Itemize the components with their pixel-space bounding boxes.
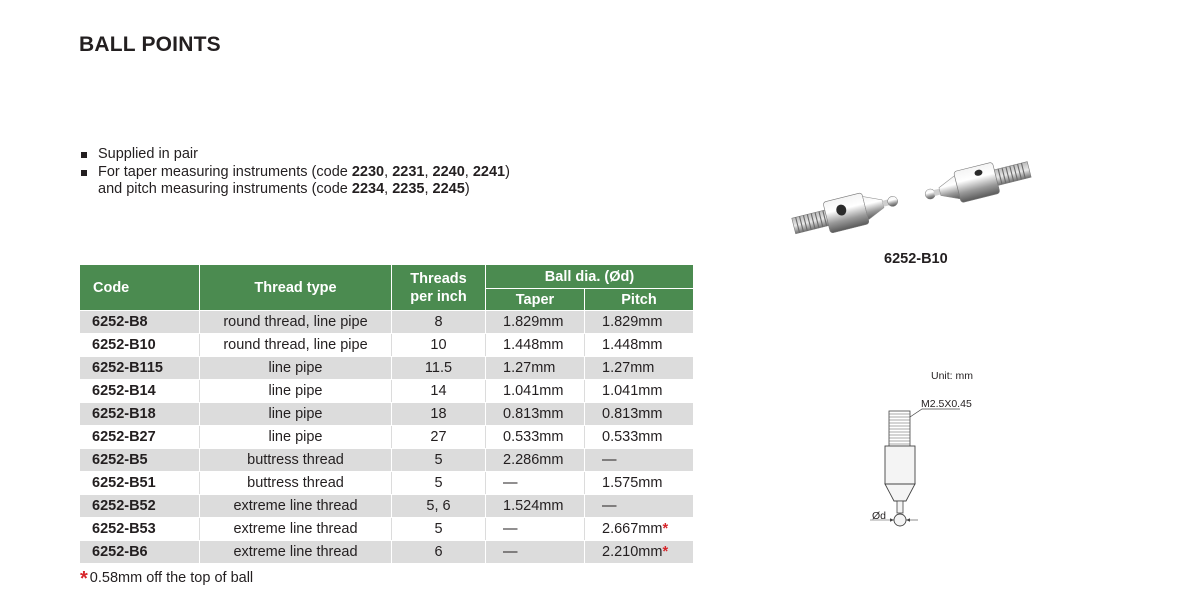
cell-thread-type bbox=[200, 334, 392, 357]
cell-taper bbox=[486, 403, 585, 426]
cell-threads-per-inch-text: 5 bbox=[434, 475, 443, 491]
cell-threads-per-inch-text: 5, 6 bbox=[426, 498, 451, 514]
cell-thread-type bbox=[200, 403, 392, 426]
cell-code-text: 6252-B18 bbox=[92, 406, 156, 422]
cell-pitch-text: 1.448mm bbox=[602, 337, 663, 353]
cell-threads-per-inch bbox=[392, 426, 486, 449]
cell-thread-type bbox=[200, 426, 392, 449]
ball-points-spec-table bbox=[80, 265, 693, 564]
table-row bbox=[80, 403, 693, 426]
cell-code bbox=[80, 357, 200, 380]
cell-code-text: 6252-B115 bbox=[92, 360, 163, 376]
cell-taper-text: 2.286mm bbox=[503, 452, 564, 468]
table-row bbox=[80, 426, 693, 449]
cell-taper-text: 1.448mm bbox=[503, 337, 564, 353]
thread-spec-label: M2.5X0.45 bbox=[921, 398, 972, 410]
cell-thread-type bbox=[200, 541, 392, 564]
cell-code bbox=[80, 472, 200, 495]
table-row bbox=[80, 518, 693, 541]
cell-thread-type-text: extreme line thread bbox=[233, 521, 358, 537]
cell-taper-text: — bbox=[503, 475, 518, 491]
cell-threads-per-inch-text: 10 bbox=[430, 337, 447, 353]
cell-code bbox=[80, 426, 200, 449]
cell-threads-per-inch-text: 11.5 bbox=[424, 360, 453, 376]
cell-pitch-text: 0.533mm bbox=[602, 429, 663, 445]
cell-thread-type bbox=[200, 449, 392, 472]
bullet-item-supplied bbox=[80, 146, 510, 164]
cell-code-text: 6252-B27 bbox=[92, 429, 156, 445]
cell-taper-text: 0.533mm bbox=[503, 429, 564, 445]
cell-thread-type-text: round thread, line pipe bbox=[223, 337, 368, 353]
cell-threads-per-inch-text: 6 bbox=[434, 544, 443, 560]
cell-threads-per-inch bbox=[392, 495, 486, 518]
cell-thread-type bbox=[200, 311, 392, 334]
cell-threads-per-inch-text: 27 bbox=[430, 429, 447, 445]
cell-taper bbox=[486, 472, 585, 495]
instrument-code: 2235 bbox=[392, 181, 425, 197]
code-separator: , bbox=[384, 181, 393, 197]
cell-thread-type-text: extreme line thread bbox=[233, 498, 358, 514]
cell-taper-text: 1.27mm bbox=[503, 360, 556, 376]
feature-bullet-list bbox=[80, 146, 510, 199]
cell-code bbox=[80, 518, 200, 541]
cell-thread-type bbox=[200, 518, 392, 541]
page-title: BALL POINTS bbox=[79, 33, 221, 56]
cell-thread-type-text: buttress thread bbox=[247, 452, 344, 468]
cell-thread-type-text: buttress thread bbox=[247, 475, 344, 491]
bullet-text: ) bbox=[505, 163, 510, 180]
diameter-label: Ød bbox=[872, 510, 887, 522]
header-code: Code bbox=[80, 265, 200, 311]
bullet-text: Supplied in pair bbox=[98, 146, 198, 162]
cell-threads-per-inch bbox=[392, 357, 486, 380]
cell-thread-type-text: round thread, line pipe bbox=[223, 314, 368, 330]
cell-thread-type bbox=[200, 357, 392, 380]
cell-taper-text: — bbox=[503, 521, 518, 537]
cell-taper bbox=[486, 357, 585, 380]
cell-threads-per-inch-text: 5 bbox=[434, 521, 443, 537]
header-threads-line1: Threads bbox=[410, 270, 467, 287]
cell-taper bbox=[486, 495, 585, 518]
cell-code bbox=[80, 449, 200, 472]
cell-taper-text: 0.813mm bbox=[503, 406, 564, 422]
cell-pitch bbox=[585, 541, 694, 564]
cell-threads-per-inch-text: 5 bbox=[434, 452, 443, 468]
cell-threads-per-inch-text: 14 bbox=[430, 383, 447, 399]
cell-thread-type-text: extreme line thread bbox=[233, 544, 358, 560]
instrument-code: 2231 bbox=[392, 163, 425, 180]
bullet-item-instruments bbox=[80, 164, 510, 182]
cell-thread-type bbox=[200, 495, 392, 518]
cell-code-text: 6252-B52 bbox=[92, 498, 156, 514]
instrument-code: 2240 bbox=[432, 163, 465, 180]
cell-pitch-text: 1.041mm bbox=[602, 383, 663, 399]
cell-pitch bbox=[585, 472, 694, 495]
cell-threads-per-inch bbox=[392, 311, 486, 334]
table-row bbox=[80, 449, 693, 472]
cell-thread-type bbox=[200, 472, 392, 495]
header-ball-dia: Ball dia. (Ød) bbox=[486, 265, 694, 289]
bullet-text: ) bbox=[464, 181, 470, 197]
cell-pitch-text: 0.813mm bbox=[602, 406, 663, 422]
cell-taper-text: 1.829mm bbox=[503, 314, 564, 330]
cell-pitch-text: — bbox=[602, 452, 617, 468]
instrument-code: 2241 bbox=[472, 163, 506, 180]
cell-threads-per-inch-text: 18 bbox=[430, 406, 447, 422]
cell-taper bbox=[486, 518, 585, 541]
cell-code bbox=[80, 334, 200, 357]
cell-taper bbox=[486, 380, 585, 403]
photo-caption: 6252-B10 bbox=[884, 251, 948, 267]
cell-threads-per-inch bbox=[392, 449, 486, 472]
cell-pitch-text: 1.575mm bbox=[602, 475, 663, 491]
asterisk-mark: * bbox=[662, 521, 669, 537]
cell-pitch-text: — bbox=[602, 498, 617, 514]
table-row bbox=[80, 380, 693, 403]
cell-taper bbox=[486, 311, 585, 334]
cell-pitch-text: 1.27mm bbox=[602, 360, 655, 376]
cell-pitch bbox=[585, 495, 694, 518]
cell-pitch-text: 2.667mm bbox=[602, 521, 663, 537]
header-threads-per-inch bbox=[392, 265, 486, 311]
table-row bbox=[80, 311, 693, 334]
cell-thread-type bbox=[200, 380, 392, 403]
bullet-text: For taper measuring instruments (code bbox=[98, 163, 352, 180]
cell-pitch bbox=[585, 334, 694, 357]
cell-threads-per-inch bbox=[392, 380, 486, 403]
cell-pitch bbox=[585, 380, 694, 403]
cell-threads-per-inch bbox=[392, 334, 486, 357]
header-thread-type: Thread type bbox=[200, 265, 392, 311]
table-row bbox=[80, 334, 693, 357]
table-row bbox=[80, 357, 693, 380]
unit-label: Unit: mm bbox=[931, 370, 973, 382]
table-body bbox=[80, 311, 693, 564]
cell-code-text: 6252-B53 bbox=[92, 521, 156, 537]
ball-points-product-photo bbox=[780, 140, 1040, 250]
cell-taper-text: 1.041mm bbox=[503, 383, 564, 399]
table-row bbox=[80, 541, 693, 564]
cell-threads-per-inch bbox=[392, 541, 486, 564]
code-separator: , bbox=[424, 181, 433, 197]
cell-pitch bbox=[585, 403, 694, 426]
cell-pitch bbox=[585, 357, 694, 380]
cell-taper bbox=[486, 334, 585, 357]
footnote bbox=[80, 565, 253, 588]
table-header-row bbox=[80, 265, 693, 289]
square-bullet-icon bbox=[81, 170, 87, 176]
instrument-code: 2234 bbox=[351, 181, 385, 197]
cell-code-text: 6252-B8 bbox=[92, 314, 148, 330]
cell-thread-type-text: line pipe bbox=[268, 383, 323, 399]
cell-code bbox=[80, 403, 200, 426]
asterisk-mark: * bbox=[80, 568, 88, 590]
cell-thread-type-text: line pipe bbox=[268, 406, 323, 422]
cell-code bbox=[80, 541, 200, 564]
header-taper: Taper bbox=[486, 289, 585, 311]
square-bullet-icon bbox=[81, 152, 87, 158]
cell-pitch bbox=[585, 449, 694, 472]
table-row bbox=[80, 472, 693, 495]
cell-code-text: 6252-B14 bbox=[92, 383, 156, 399]
bullet-text: and pitch measuring instruments (code bbox=[98, 181, 352, 197]
header-threads-line2: per inch bbox=[410, 288, 467, 305]
cell-pitch bbox=[585, 518, 694, 541]
cell-code-text: 6252-B10 bbox=[92, 337, 156, 353]
cell-thread-type-text: line pipe bbox=[268, 429, 323, 445]
cell-code-text: 6252-B5 bbox=[92, 452, 148, 468]
bullet-item-instruments-continued bbox=[80, 181, 510, 199]
cell-code bbox=[80, 311, 200, 334]
code-separator: , bbox=[384, 163, 393, 180]
cell-code-text: 6252-B6 bbox=[92, 544, 148, 560]
asterisk-mark: * bbox=[662, 544, 669, 560]
instrument-code: 2245 bbox=[432, 181, 465, 197]
cell-code bbox=[80, 380, 200, 403]
cell-threads-per-inch bbox=[392, 403, 486, 426]
footnote-text: 0.58mm off the top of ball bbox=[89, 570, 254, 586]
code-separator: , bbox=[464, 163, 473, 180]
code-separator: , bbox=[424, 163, 433, 180]
ball-point-technical-drawing bbox=[860, 365, 1000, 535]
cell-threads-per-inch bbox=[392, 518, 486, 541]
cell-taper-text: 1.524mm bbox=[503, 498, 564, 514]
cell-pitch-text: 1.829mm bbox=[602, 314, 663, 330]
cell-thread-type-text: line pipe bbox=[268, 360, 323, 376]
cell-code bbox=[80, 495, 200, 518]
header-pitch: Pitch bbox=[585, 289, 694, 311]
cell-pitch bbox=[585, 311, 694, 334]
cell-pitch-text: 2.210mm bbox=[602, 544, 663, 560]
cell-pitch bbox=[585, 426, 694, 449]
cell-threads-per-inch-text: 8 bbox=[434, 314, 443, 330]
instrument-code: 2230 bbox=[351, 163, 385, 180]
cell-threads-per-inch bbox=[392, 472, 486, 495]
table-row bbox=[80, 495, 693, 518]
cell-taper bbox=[486, 426, 585, 449]
cell-taper bbox=[486, 449, 585, 472]
cell-taper-text: — bbox=[503, 544, 518, 560]
cell-code-text: 6252-B51 bbox=[92, 475, 156, 491]
cell-taper bbox=[486, 541, 585, 564]
